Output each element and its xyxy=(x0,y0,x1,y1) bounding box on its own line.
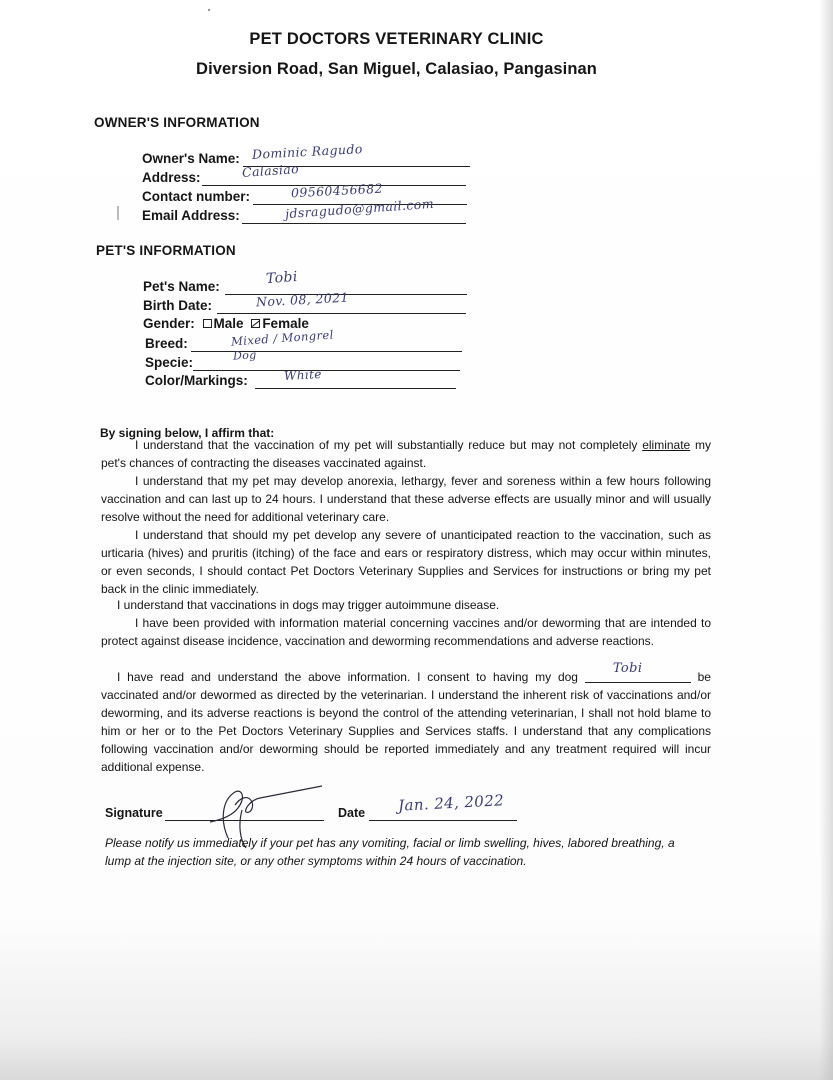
pet-name-label: Pet's Name: xyxy=(143,279,220,294)
affirmation-paragraph-2 xyxy=(101,472,711,526)
owner-contact-field[interactable] xyxy=(142,189,250,204)
pet-birth-line xyxy=(217,313,466,314)
post-vaccination-notice: Please notify us immediately if your pet has any vomiting, facial or limb swelling, hives, labored breathing, a lump at the injection site, or any other symptoms within 24 hours of vaccination. xyxy=(105,836,675,868)
pet-color-value: White xyxy=(283,367,323,383)
gender-female-label: Female xyxy=(262,316,309,331)
pet-color-field[interactable] xyxy=(145,373,248,388)
pet-specie-value: Dog xyxy=(232,348,258,363)
pet-specie-line xyxy=(193,370,460,371)
owner-section-title: OWNER'S INFORMATION xyxy=(94,115,260,130)
p1-underlined-word: eliminate xyxy=(642,438,691,452)
affirmation-paragraph-4 xyxy=(101,596,711,614)
p2-text: I understand that my pet may develop anorexia, lethargy, fever and soreness within a few hours following vaccination and can last up to 24 hours. I understand that these adverse effects are usually minor and will usually resolve without the need for additional veterinary care. xyxy=(101,474,711,524)
pet-name-field[interactable] xyxy=(143,279,220,294)
scan-mark xyxy=(117,206,119,220)
owner-email-label: Email Address: xyxy=(142,208,240,223)
affirmation-paragraph-1 xyxy=(101,436,711,472)
dog-name-blank[interactable] xyxy=(585,661,691,683)
p6-text-start: I have read and understand the above information. I consent to having my dog xyxy=(117,670,585,684)
p3-text: I understand that should my pet develop any severe of unanticipated reaction to the vaccination, such as urticaria (hives) and pruritis (itching) of the face and ears or respiratory distress, which may occur within minutes, or even seconds, I should contact Pet Doctors Veterinary Supplies and Services for instructions or bring my pet back in the clinic immediately. xyxy=(101,528,711,596)
owner-contact-label: Contact number: xyxy=(142,189,250,204)
owner-address-label: Address: xyxy=(142,170,201,185)
owner-address-field[interactable] xyxy=(142,170,201,185)
date-value: Jan. 24, 2022 xyxy=(397,791,505,815)
p1-text-start: I understand that the vaccination of my pet will substantially reduce but may not completely xyxy=(135,438,643,452)
affirmation-heading: By signing below, I affirm that: xyxy=(100,426,275,440)
pet-section-title: PET'S INFORMATION xyxy=(96,243,236,258)
owner-name-value: Dominic Ragudo xyxy=(251,141,364,162)
affirmation-paragraph-3 xyxy=(101,526,711,598)
pet-breed-line xyxy=(191,351,462,352)
pet-color-line xyxy=(255,388,456,389)
pet-color-label: Color/Markings: xyxy=(145,373,248,388)
gender-male-label: Male xyxy=(213,316,244,331)
pet-breed-field[interactable] xyxy=(145,336,188,351)
clinic-name: PET DOCTORS VETERINARY CLINIC xyxy=(249,30,544,48)
affirmation-paragraph-5 xyxy=(101,614,711,650)
owner-name-field[interactable] xyxy=(142,151,240,166)
gender-male-checkbox[interactable] xyxy=(203,319,212,328)
pet-name-value: Tobi xyxy=(265,268,299,288)
pet-birth-label: Birth Date: xyxy=(143,298,213,313)
p1-text-end: my pet's chances of contracting the diseases vaccinated against. xyxy=(101,438,711,470)
p5-text: I have been provided with information material concerning vaccines and/or deworming that are intended to protect against disease incidence, vaccination and deworming recommendations and adverse reactions. xyxy=(101,616,711,648)
pet-specie-field[interactable] xyxy=(145,355,193,370)
p4-text: I understand that vaccinations in dogs may trigger autoimmune disease. xyxy=(117,598,500,612)
dog-name-value: Tobi xyxy=(612,661,643,676)
owner-contact-value: 09560456682 xyxy=(290,180,384,201)
signature-label: Signature xyxy=(105,806,163,820)
pet-birth-field[interactable] xyxy=(143,298,212,313)
pet-gender-label: Gender: xyxy=(143,316,195,331)
owner-email-field[interactable] xyxy=(142,208,240,223)
owner-email-line xyxy=(242,223,466,224)
p6-text-end: be vaccinated and/or dewormed as directed by the veterinarian. I understand the inherent risk of vaccinations and/or deworming, and its adverse reactions is beyond the control of the attending veterinarian, I shall not hold blame to him or her or to the Pet Doctors Veterinary Supplies and Services staffs. I understand that any complications following vaccination and/or deworming should be reported immediately and any treatment required will incur additional expense. xyxy=(101,670,711,774)
pet-gender-field[interactable] xyxy=(143,316,309,331)
owner-name-label: Owner's Name: xyxy=(142,151,240,166)
clinic-address: Diversion Road, San Miguel, Calasiao, Pangasinan xyxy=(196,60,597,78)
gender-female-checkbox[interactable] xyxy=(251,319,260,328)
owner-address-value: Calasiao xyxy=(241,161,300,180)
date-line[interactable] xyxy=(369,820,517,821)
pet-birth-value: Nov. 08, 2021 xyxy=(255,289,350,310)
scan-speck xyxy=(208,9,210,11)
pet-breed-label: Breed: xyxy=(145,336,188,351)
owner-email-value: jdsragudo@gmail.com xyxy=(284,195,435,222)
pet-breed-value: Mixed / Mongrel xyxy=(230,327,335,349)
pet-specie-label: Specie: xyxy=(145,355,194,370)
affirmation-paragraph-6 xyxy=(101,661,711,776)
date-label: Date xyxy=(338,806,366,820)
